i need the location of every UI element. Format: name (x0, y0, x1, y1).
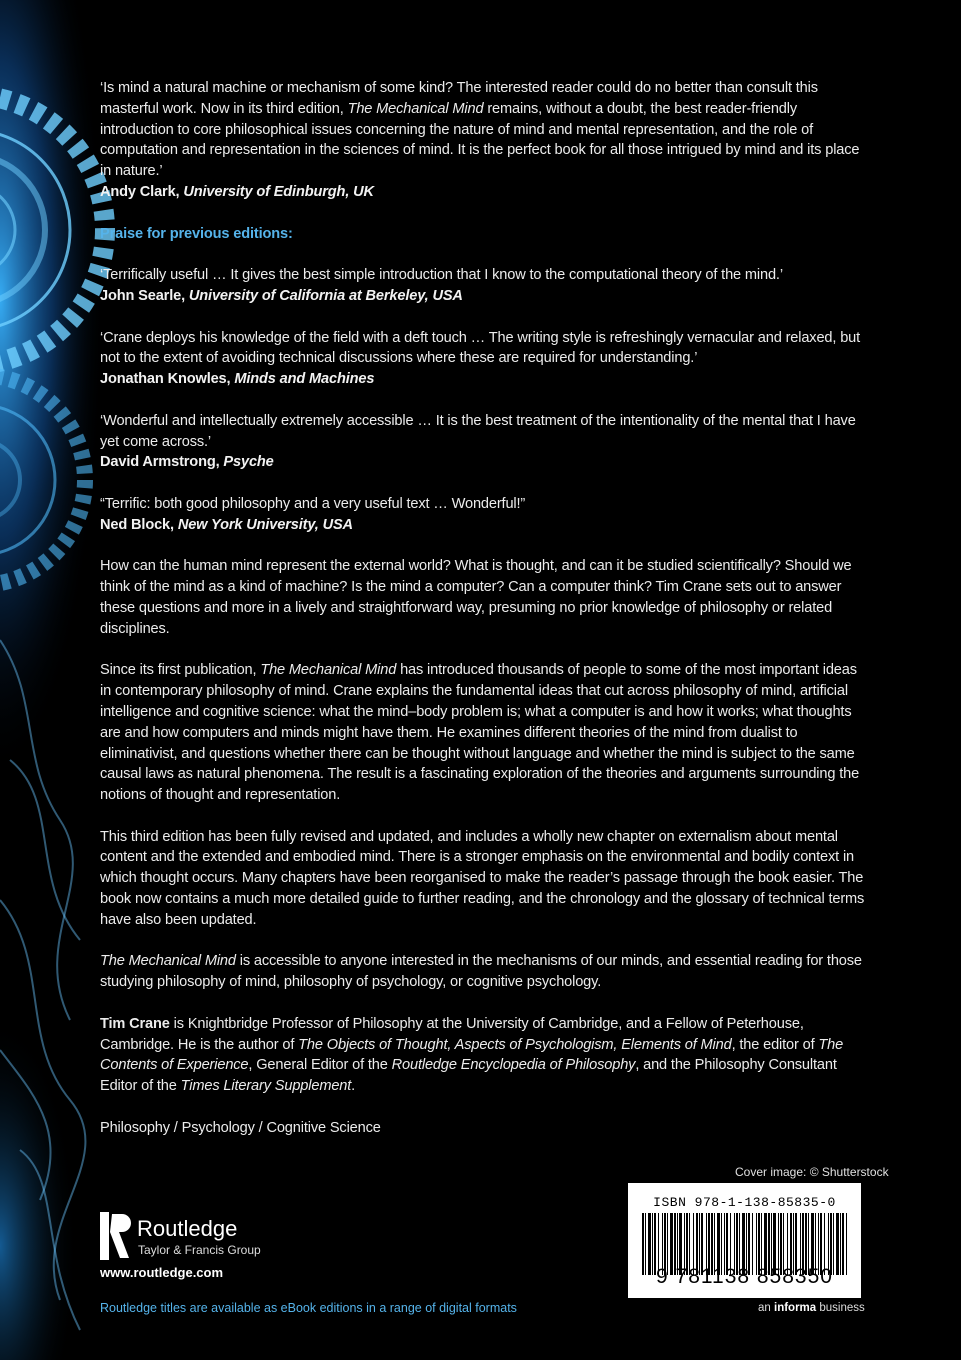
quote-author: John Searle, (100, 287, 189, 304)
blurb-paragraph-3: This third edition has been fully revised and updated, and includes a wholly new chapter on externalism about mental content and the extended and embodied mind. There is a stronger emphasis on the environmental and bodily context in which thought occurs. Many chapters have been reorganised to make the reader’s passage through the book easier. The book now contains a much more detailed guide to further reading, and the chronology and the glossary of technical terms have also been updated. (100, 828, 865, 928)
subject-categories: Philosophy / Psychology / Cognitive Science (100, 1119, 381, 1136)
quote-source (100, 182, 870, 203)
cover-image-credit: Cover image: © Shutterstock (735, 1165, 889, 1179)
quote-affiliation: Psyche (223, 454, 274, 471)
praise-heading: Praise for previous editions: (100, 225, 293, 242)
book-title: The Mechanical Mind (100, 953, 236, 970)
blurb-paragraph-2 (100, 660, 870, 806)
quote-clark (100, 78, 870, 182)
blurb-text: is accessible to anyone interested in the mechanisms of our minds, and essential reading for those studying philosophy of mind, philosophy of psychology, or cognitive psychology. (100, 953, 862, 991)
bio-work: The Contents of Experience (100, 1036, 844, 1074)
bio-text: , the editor of (731, 1036, 819, 1053)
routledge-logo-icon (100, 1212, 132, 1260)
quote-text: remains, without a doubt, the best reader-friendly introduction to core philosophical issues concerning the nature of mind and mental representation, and the role of computation and representation in the sciences of mind. It is the perfect book for all those intrigued by mind and its place in nature.’ (100, 100, 860, 180)
bio-work: Times Literary Supplement (180, 1078, 352, 1095)
publisher-name: Routledge (137, 1216, 238, 1241)
quote-affiliation: University of Edinburgh, UK (183, 183, 374, 200)
barcode-number: 9 781138 858350 (656, 1265, 833, 1288)
quote-author: Jonathan Knowles, (100, 371, 235, 388)
quote-knowles: ‘Crane deploys his knowledge of the field with a deft touch … The writing style is refreshingly vernacular and relaxed, but not to the extent of avoiding technical discussions where these are required for understanding.’ (100, 329, 861, 367)
quote-source (100, 515, 870, 536)
blurb-text: has introduced thousands of people to some of the most important ideas in contemporary philosophy of mind. Crane explains the fundamental ideas that cut across philosophy of mind, artificial intelligence and cognitive science: what the mind–body problem is; what a computer is and how it works; what thoughts are and how computers and minds might have them. He examines different theories of the mind from dualist to eliminativist, and questions whether there can be thought without language and whether the mind is subject to the same causal laws as natural phenomena. The result is a fascinating exploration of the theories and arguments surrounding the notions of thought and representation. (100, 662, 860, 804)
isbn-label: ISBN 978-1-138-85835-0 (653, 1195, 836, 1210)
quote-affiliation: University of California at Berkeley, USA (188, 287, 463, 304)
book-title: The Mechanical Mind (347, 100, 484, 117)
book-title: The Mechanical Mind (260, 662, 397, 679)
bio-work: Routledge Encyclopedia of Philosophy (391, 1057, 636, 1074)
author-name: Tim Crane (100, 1015, 170, 1032)
quote-author: Ned Block, (100, 516, 178, 533)
quote-armstrong: ‘Wonderful and intellectually extremely accessible … It is the best treatment of the intentionality of the mental that I have yet come across.’ (100, 412, 856, 450)
bio-text: , General Editor of the (248, 1057, 392, 1074)
quote-affiliation: Minds and Machines (234, 371, 375, 388)
quote-block: “Terrific: both good philosophy and a very useful text … Wonderful!” (100, 495, 526, 512)
blurb-paragraph-1: How can the human mind represent the external world? What is thought, and can it be studied scientifically? Should we think of the mind as a kind of machine? Is the mind a computer? Can a computer think? Tim Crane sets out to answer these questions and more in a lively and straightforward way, presuming no prior knowledge of philosophy or related disciplines. (100, 558, 852, 637)
back-cover-text (100, 78, 870, 1139)
quote-source (100, 369, 870, 390)
ebook-availability-note: Routledge titles are available as eBook editions in a range of digital formats (100, 1301, 517, 1315)
bio-work: The Objects of Thought, Aspects of Psychologism, Elements of Mind (298, 1036, 732, 1053)
quote-searle: ‘Terrifically useful … It gives the best simple introduction that I know to the computational theory of the mind.’ (100, 267, 783, 284)
blurb-text: Since its first publication, (100, 662, 261, 679)
isbn-barcode (628, 1183, 861, 1298)
bio-text: , and the Philosophy Consultant Editor of the (100, 1057, 837, 1095)
author-bio (100, 1014, 870, 1097)
quote-source (100, 286, 870, 307)
quote-author: Andy Clark, (100, 183, 184, 200)
quote-author: David Armstrong, (100, 454, 224, 471)
bio-text: is Knightbridge Professor of Philosophy at the University of Cambridge, and a Fellow of Peterhouse, Cambridge. He is the author of (100, 1015, 804, 1053)
informa-text: business (816, 1302, 865, 1314)
routledge-logo (100, 1212, 261, 1265)
informa-brand: informa (774, 1302, 817, 1314)
publisher-website-link[interactable]: www.routledge.com (100, 1265, 224, 1280)
quote-text: ‘Is mind a natural machine or mechanism of some kind? The interested reader could do no better than consult this masterful work. Now in its third edition, (100, 80, 818, 117)
publisher-group: Taylor & Francis Group (138, 1243, 261, 1257)
quote-affiliation: New York University, USA (177, 516, 353, 533)
bio-text: . (351, 1078, 356, 1095)
informa-tagline (758, 1302, 865, 1314)
blurb-paragraph-4 (100, 951, 870, 993)
quote-source (100, 452, 870, 473)
informa-text: an (758, 1302, 774, 1314)
